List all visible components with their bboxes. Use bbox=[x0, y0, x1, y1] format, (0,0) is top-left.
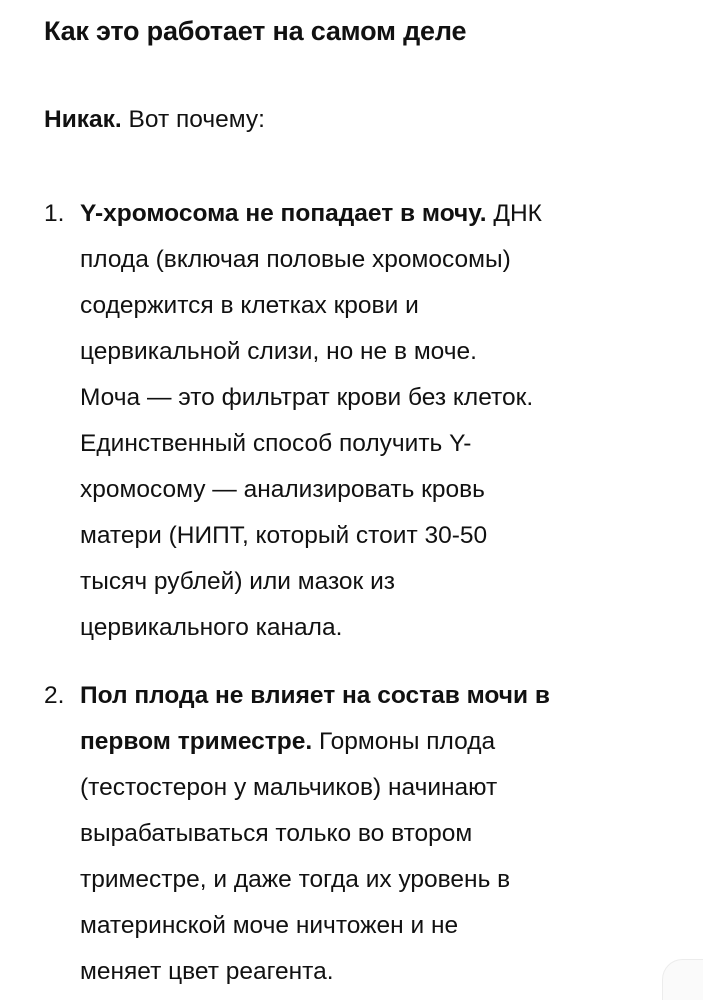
line-text: ДНК bbox=[486, 200, 542, 227]
line-text: вырабатываться только во втором bbox=[80, 820, 473, 847]
line-text: Единственный способ получить Y- bbox=[80, 430, 472, 457]
list-item-line bbox=[80, 558, 395, 606]
line-bold: Пол плода не влияет на состав мочи в bbox=[80, 682, 550, 709]
list-item-line bbox=[80, 764, 497, 812]
line-bold: Y-хромосома не попадает в мочу. bbox=[80, 200, 487, 227]
line-text: Моча — это фильтрат крови без клеток. bbox=[80, 384, 534, 411]
line-bold: первом триместре. bbox=[80, 728, 313, 755]
list-item-line bbox=[80, 512, 487, 560]
list-item-line bbox=[80, 190, 542, 238]
list-item-number: 1. bbox=[44, 200, 65, 227]
list-item-line bbox=[80, 856, 510, 904]
line-text: тысяч рублей) или мазок из bbox=[80, 568, 395, 595]
intro-text: Вот почему: bbox=[121, 106, 265, 133]
list-item-line bbox=[80, 282, 419, 330]
line-text: матери (НИПТ, который стоит 30-50 bbox=[80, 522, 488, 549]
line-text: хромосому — анализировать кровь bbox=[80, 476, 485, 503]
line-text: меняет цвет реагента. bbox=[80, 958, 334, 985]
list-item-line bbox=[80, 902, 458, 950]
line-text: (тестостерон у мальчиков) начинают bbox=[80, 774, 498, 801]
line-text: плода (включая половые хромосомы) bbox=[80, 246, 511, 273]
intro-paragraph bbox=[44, 100, 265, 140]
list-item-line bbox=[80, 236, 511, 284]
list-item-line bbox=[80, 672, 550, 720]
line-text: триместре, и даже тогда их уровень в bbox=[80, 866, 511, 893]
list-item-line bbox=[80, 328, 477, 376]
list-item-line bbox=[80, 604, 342, 652]
list-item-line bbox=[80, 466, 485, 514]
line-text: Гормоны плода bbox=[312, 728, 496, 755]
line-text: цервикального канала. bbox=[80, 614, 343, 641]
list-item-number: 2. bbox=[44, 682, 65, 709]
list-item-line bbox=[80, 374, 533, 422]
list-item-line bbox=[80, 718, 495, 766]
line-text: цервикальной слизи, но не в моче. bbox=[80, 338, 477, 365]
list-item-line bbox=[80, 420, 471, 468]
list-item-line bbox=[80, 810, 472, 858]
line-text: материнской моче ничтожен и не bbox=[80, 912, 459, 939]
scroll-corner bbox=[662, 959, 703, 1000]
line-text: содержится в клетках крови и bbox=[80, 292, 419, 319]
list-item-line bbox=[80, 948, 334, 996]
section-heading: Как это работает на самом деле bbox=[44, 16, 467, 46]
intro-bold: Никак. bbox=[44, 106, 122, 133]
